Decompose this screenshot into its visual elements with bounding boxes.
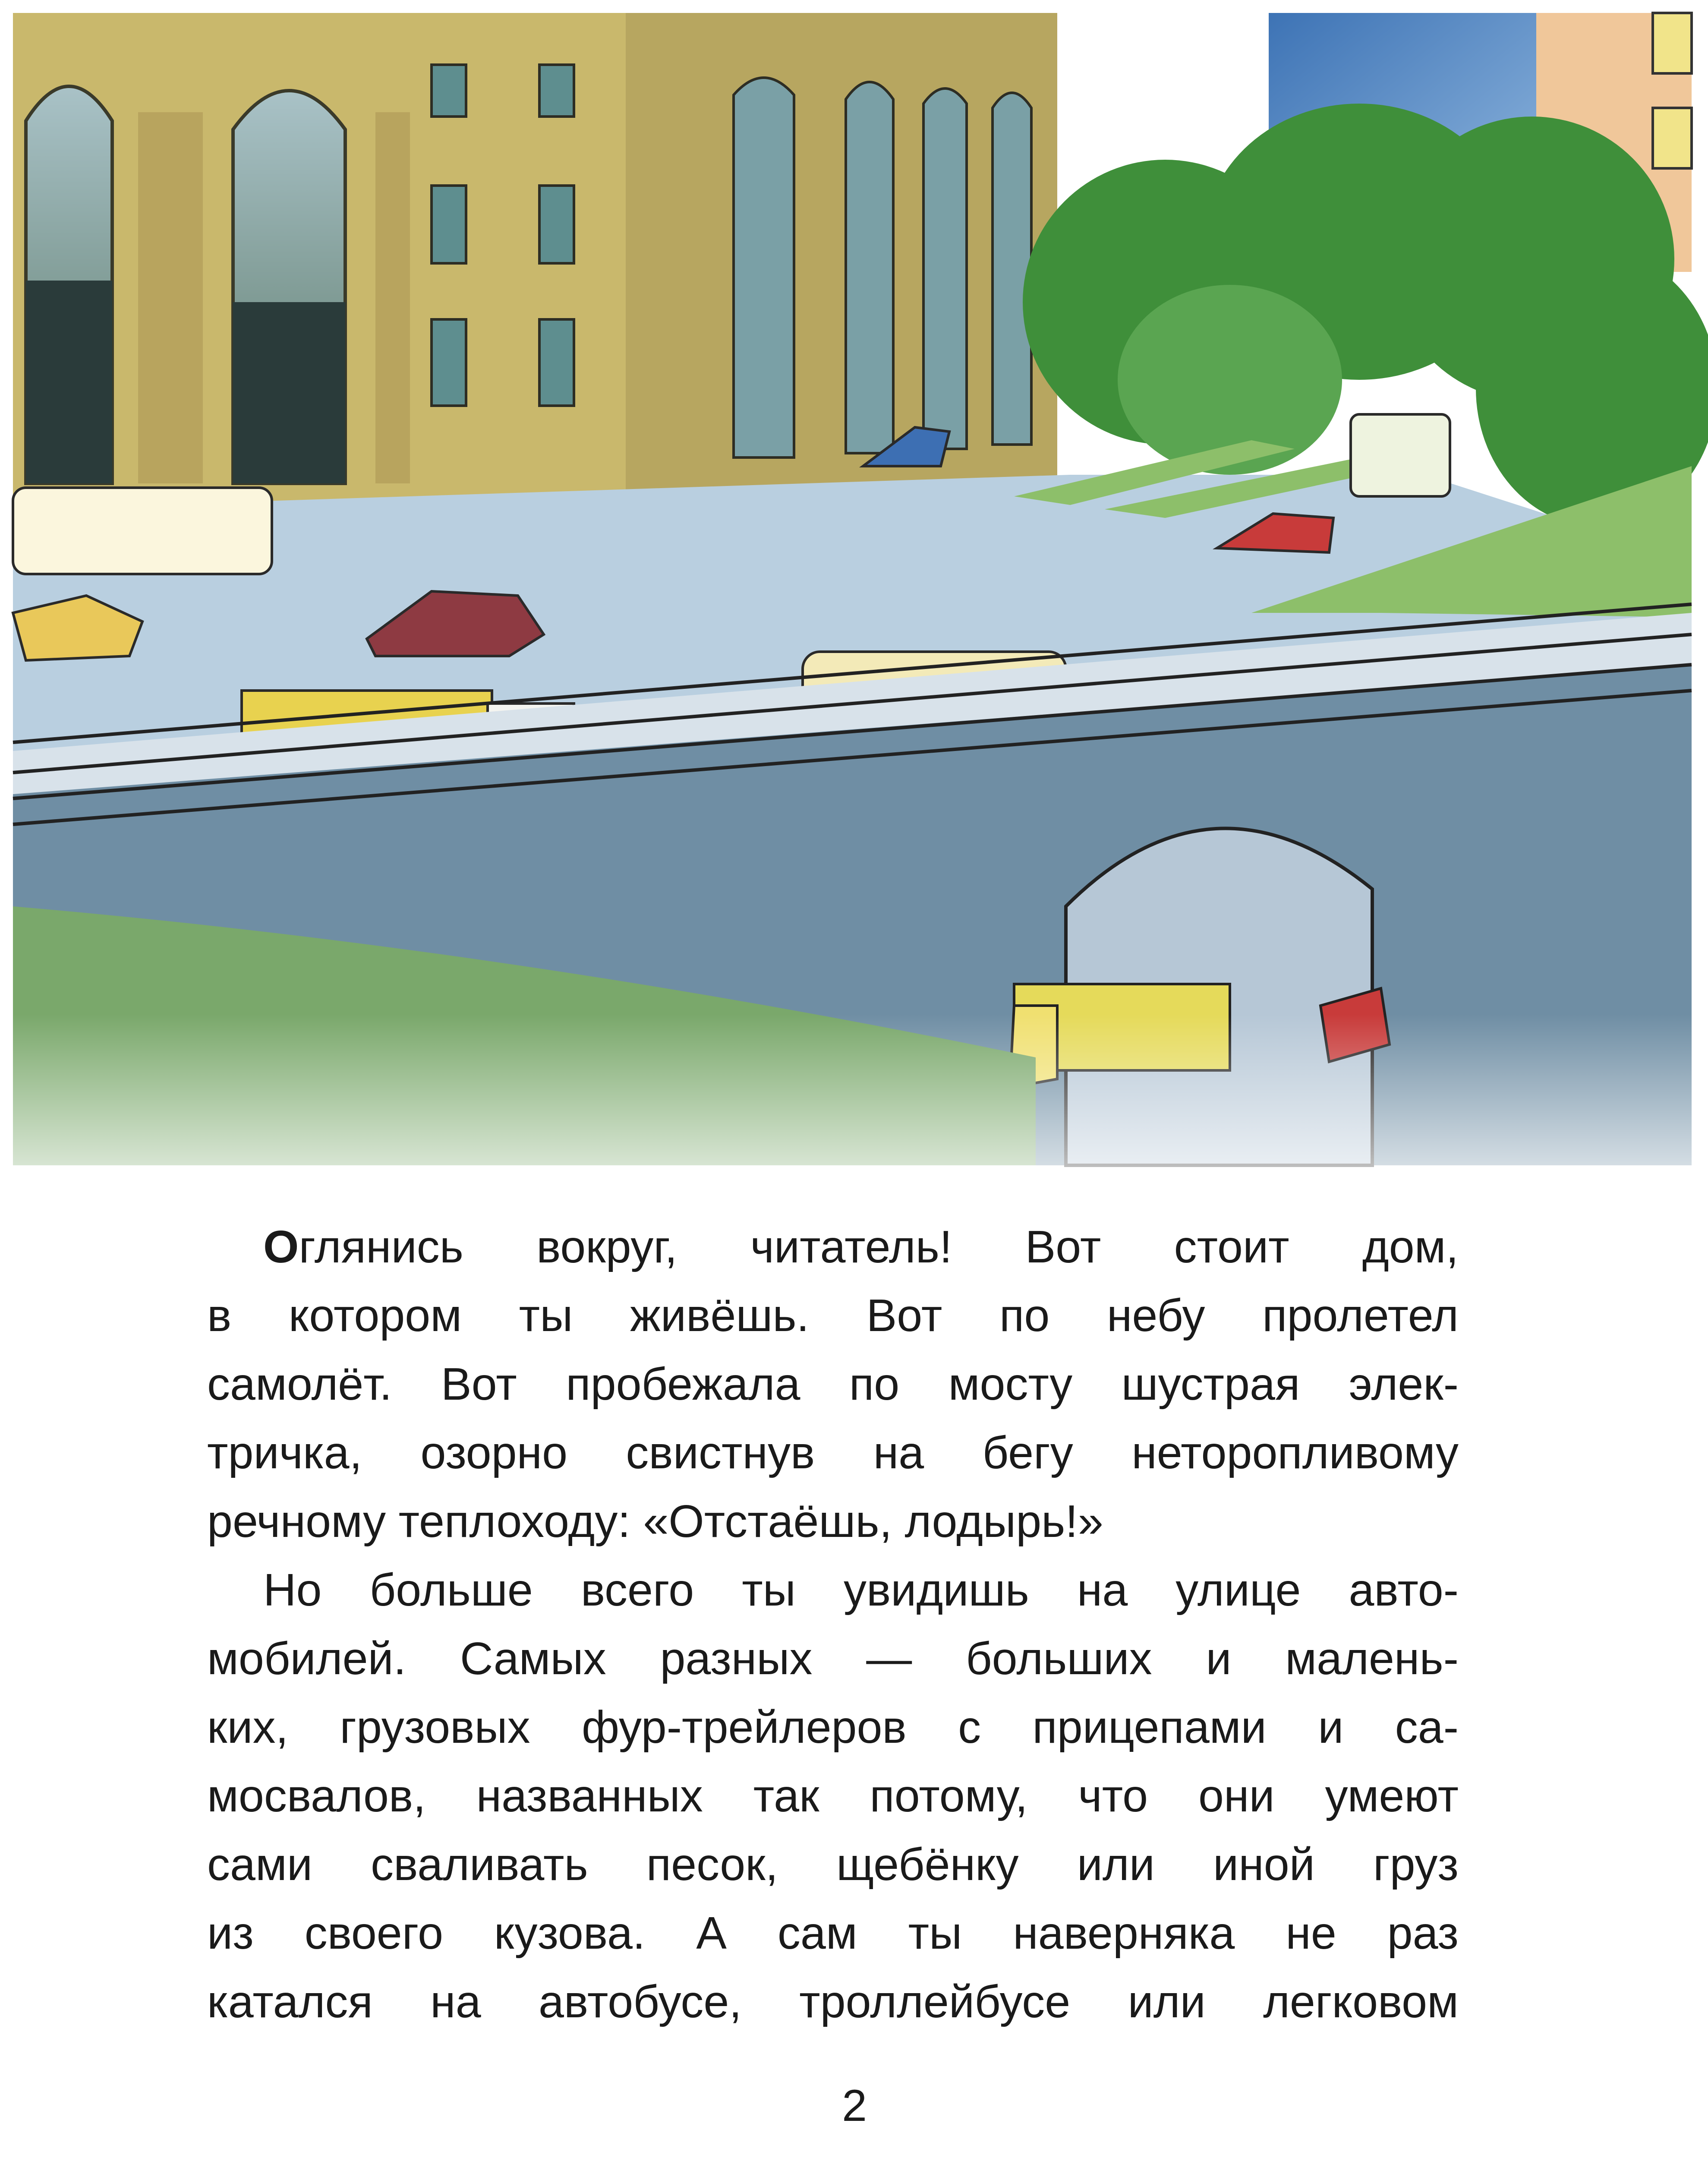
paragraph-2	[207, 1556, 1459, 2036]
text-line: катался на автобусе, троллейбусе или легковом	[207, 1976, 1459, 2027]
text-line: в котором ты живёшь. Вот по небу пролетел	[207, 1290, 1459, 1341]
text-line: мобилей. Самых разных — больших и малень-	[207, 1633, 1459, 1684]
text-line: речному теплоходу: «Отстаёшь, лодырь!»	[207, 1496, 1103, 1547]
drop-letter: О	[263, 1221, 299, 1272]
text-line: ких, грузовых фур-трейлеров с прицепами и са-	[207, 1702, 1459, 1753]
text-line: Но больше всего ты увидишь на улице авто-	[263, 1565, 1459, 1615]
page-number: 2	[842, 2081, 867, 2131]
paragraph-1	[207, 1213, 1459, 1556]
text-line: Оглянись вокруг, читатель! Вот стоит дом,	[263, 1221, 1459, 1272]
text-line: самолёт. Вот пробежала по мосту шустрая элек-	[207, 1359, 1459, 1410]
text-line: из своего кузова. А сам ты наверняка не раз	[207, 1908, 1459, 1959]
text-line: мосвалов, названных так потому, что они умеют	[207, 1770, 1459, 1821]
story-text	[207, 1213, 1459, 2036]
left-building	[13, 13, 1057, 509]
text-line: сами сваливать песок, щебёнку или иной груз	[207, 1839, 1459, 1890]
text-line: тричка, озорно свистнув на бегу неторопливому	[207, 1427, 1459, 1478]
